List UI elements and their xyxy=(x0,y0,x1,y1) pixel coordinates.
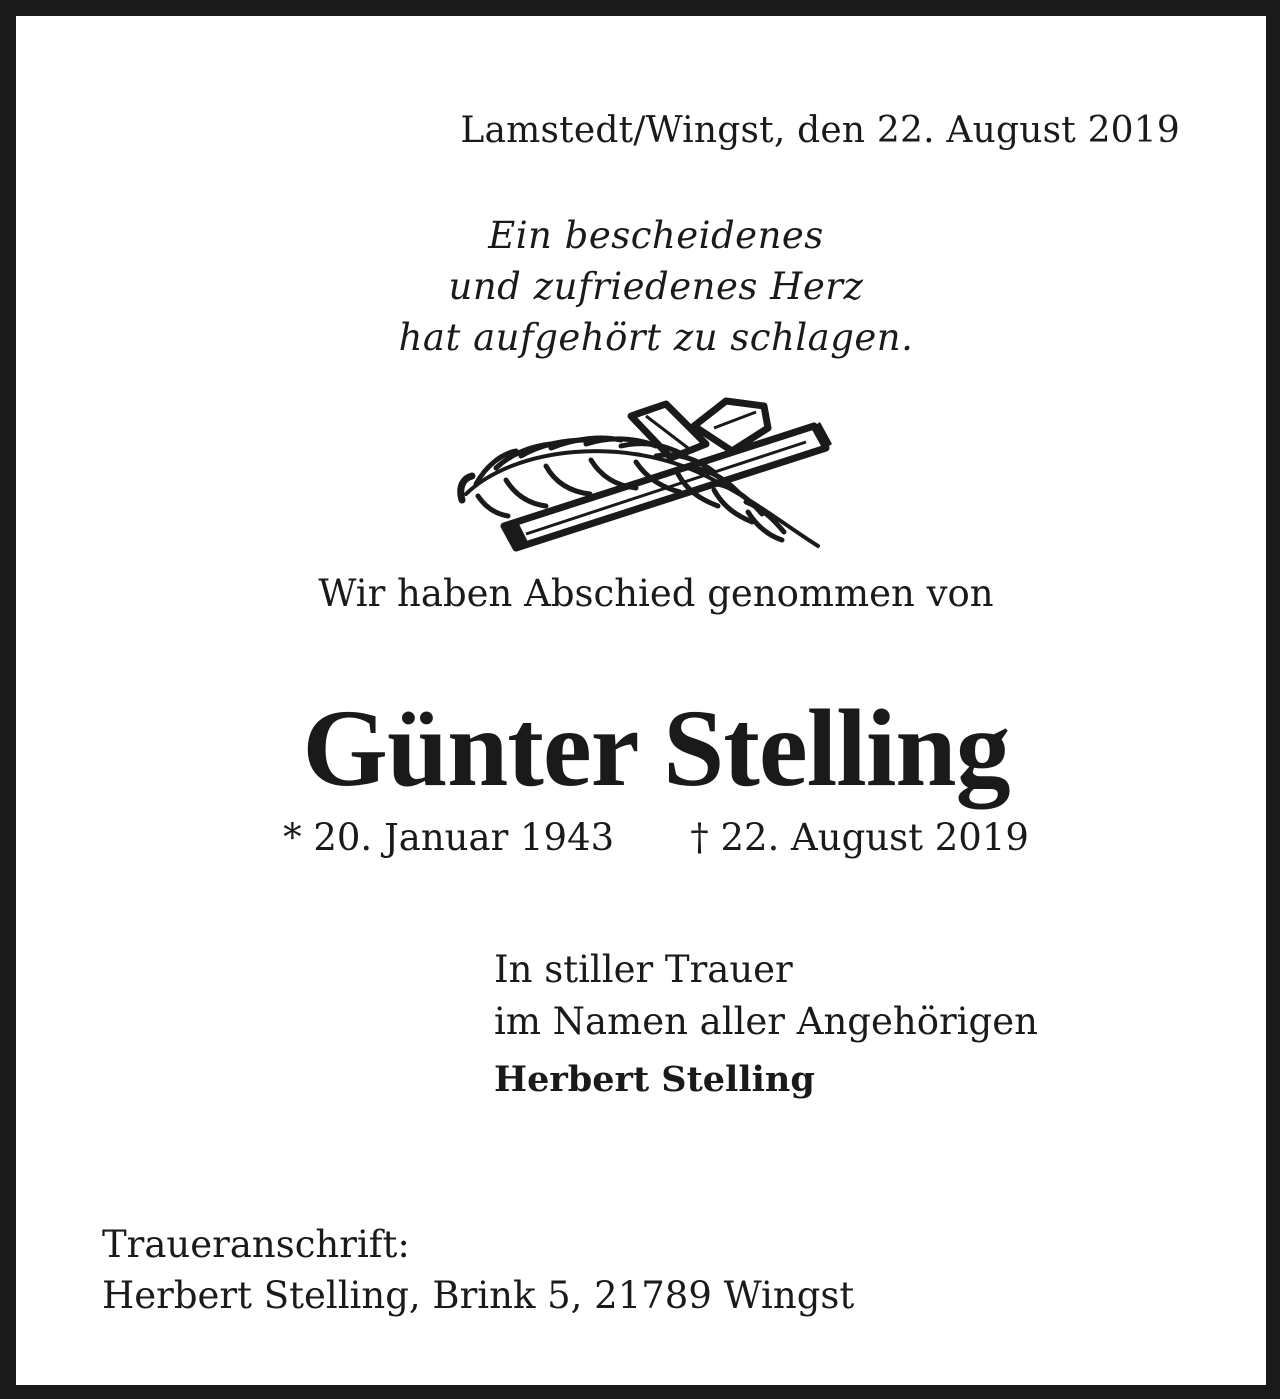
mourning-line: im Namen aller Angehörigen xyxy=(494,1000,1038,1043)
signed-by: Herbert Stelling xyxy=(494,1059,815,1100)
life-dates xyxy=(16,816,1280,859)
poem-line: und zufriedenes Herz xyxy=(448,265,864,308)
poem-line: Ein bescheidenes xyxy=(488,214,824,257)
poem-line: hat aufgehört zu schlagen. xyxy=(398,316,914,359)
mourning-line: In stiller Trauer xyxy=(494,948,793,991)
address-label: Traueranschrift: xyxy=(102,1223,410,1266)
mourning-block xyxy=(494,944,1038,1106)
deceased-name: Günter Stelling xyxy=(302,687,1010,809)
farewell-line: Wir haben Abschied genommen von xyxy=(318,572,994,615)
address-value: Herbert Stelling, Brink 5, 21789 Wingst xyxy=(102,1274,855,1317)
death-date: † 22. August 2019 xyxy=(690,816,1029,859)
birth-date: * 20. Januar 1943 xyxy=(283,816,615,859)
place-date: Lamstedt/Wingst, den 22. August 2019 xyxy=(460,110,1180,151)
cross-with-palm-branch-icon xyxy=(456,396,836,556)
mourning-address xyxy=(102,1219,854,1321)
poem xyxy=(356,210,956,363)
